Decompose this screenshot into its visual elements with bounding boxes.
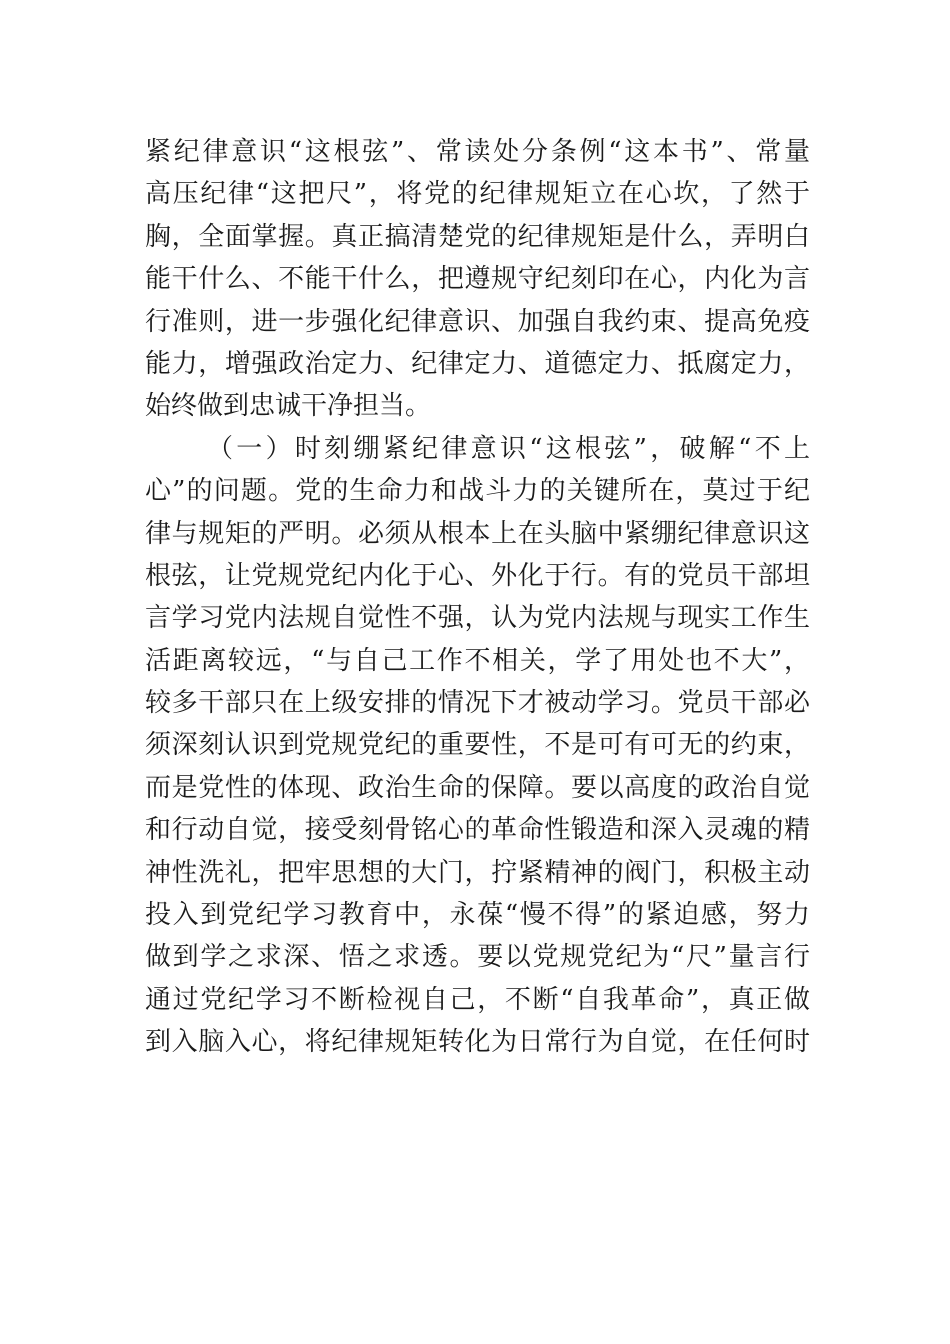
text-line: 须深刻认识到党规党纪的重要性，不是可有可无的约束，: [145, 730, 810, 761]
document-body: [145, 131, 810, 1064]
text-line: 根弦，让党规党纪内化于心、外化于行。有的党员干部坦: [145, 560, 810, 591]
text-line: 而是党性的体现、政治生命的保障。要以高度的政治自觉: [145, 772, 810, 803]
paragraph-intro-continuation: [145, 131, 810, 428]
text-line: 到入脑入心，将纪律规矩转化为日常行为自觉，在任何时: [145, 1027, 810, 1058]
text-line: 始终做到忠诚干净担当。: [145, 391, 432, 422]
text-line: 通过党纪学习不断检视自己，不断“自我革命”，真正做: [145, 984, 810, 1015]
text-line: 做到学之求深、悟之求透。要以党规党纪为“尺”量言行: [145, 942, 810, 973]
text-line: 神性洗礼，把牢思想的大门，拧紧精神的阀门，积极主动: [145, 857, 810, 888]
section-heading-line: （一）时刻绷紧纪律意识“这根弦”，破解“不上: [207, 433, 810, 464]
text-line: 心”的问题。党的生命力和战斗力的关键所在，莫过于纪: [145, 476, 810, 507]
text-line: 言学习党内法规自觉性不强，认为党内法规与现实工作生: [145, 603, 810, 634]
text-line: 能力，增强政治定力、纪律定力、道德定力、抵腐定力，: [145, 348, 810, 379]
text-line: 和行动自觉，接受刻骨铭心的革命性锻造和深入灵魂的精: [145, 815, 810, 846]
text-line: 活距离较远，“与自己工作不相关，学了用处也不大”，: [145, 645, 810, 676]
text-line: 律与规矩的严明。必须从根本上在头脑中紧绷纪律意识这: [145, 518, 810, 549]
text-line: 行准则，进一步强化纪律意识、加强自我约束、提高免疫: [145, 306, 810, 337]
paragraph-section-one: [145, 428, 810, 1064]
text-line: 投入到党纪学习教育中，永葆“慢不得”的紧迫感，努力: [145, 900, 810, 931]
text-line: 高压纪律“这把尺”，将党的纪律规矩立在心坎，了然于: [145, 179, 810, 210]
text-line: 胸，全面掌握。真正搞清楚党的纪律规矩是什么，弄明白: [145, 221, 810, 252]
text-line: 较多干部只在上级安排的情况下才被动学习。党员干部必: [145, 688, 810, 719]
text-line: 能干什么、不能干什么，把遵规守纪刻印在心，内化为言: [145, 264, 810, 295]
text-line: 紧纪律意识“这根弦”、常读处分条例“这本书”、常量: [145, 137, 810, 167]
